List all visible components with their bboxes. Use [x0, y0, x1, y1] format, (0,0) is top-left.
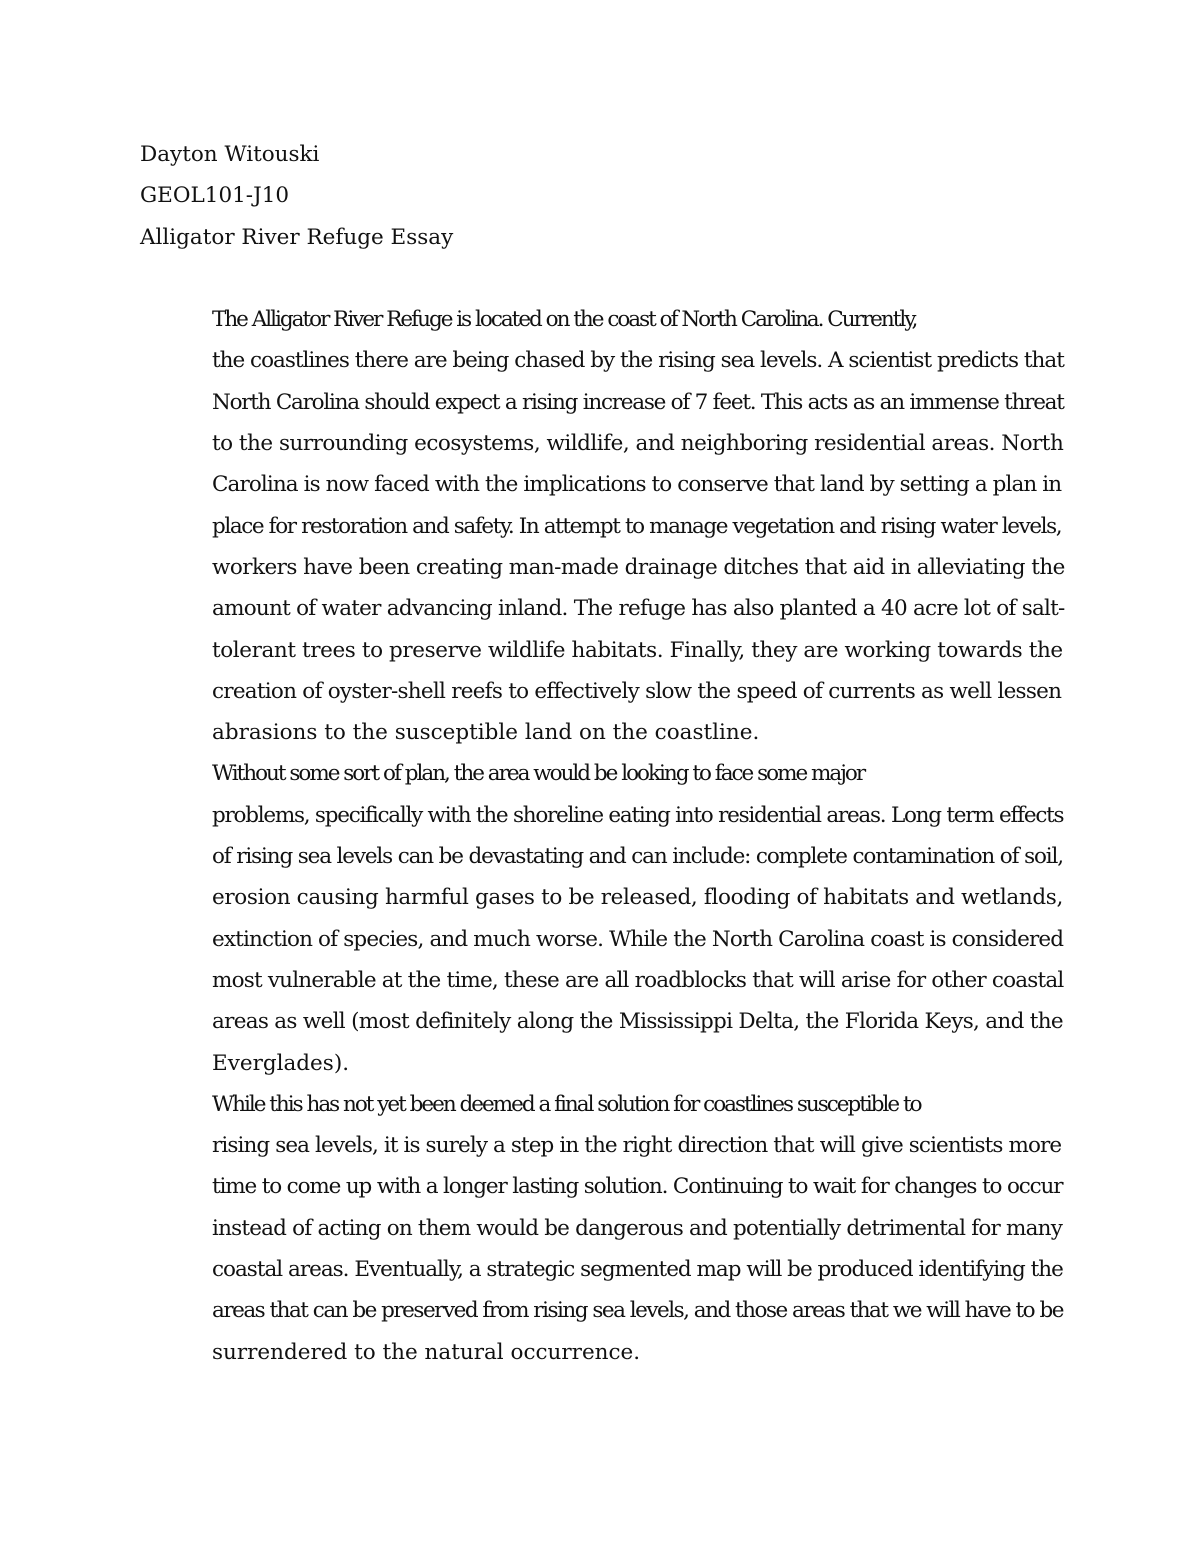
text-line: instead of acting on them would be dangerous and potentially detrimental for many: [212, 1215, 1063, 1241]
text-line: workers have been creating man-made drainage ditches that aid in alleviating the: [212, 554, 1065, 580]
course-code: GEOL101-J10: [140, 183, 290, 209]
text-line: areas that can be preserved from rising sea levels, and those areas that we will have to be: [212, 1298, 1063, 1324]
text-line: time to come up with a longer lasting solution. Continuing to wait for changes to occur: [212, 1174, 1063, 1200]
text-line: of rising sea levels can be devastating and can include: complete contamination of soil,: [212, 844, 1063, 870]
text-line: erosion causing harmful gases to be released, flooding of habitats and wetlands,: [212, 885, 1063, 911]
text-line: Without some sort of plan, the area would be looking to face some major: [212, 761, 865, 787]
text-line: North Carolina should expect a rising increase of 7 feet. This acts as an immense threat: [212, 389, 1064, 415]
paragraph-2: [140, 753, 1065, 1083]
text-line: Everglades).: [212, 1050, 350, 1076]
text-line: tolerant trees to preserve wildlife habitats. Finally, they are working towards the: [212, 637, 1063, 663]
text-line: The Alligator River Refuge is located on the coast of North Carolina. Currently,: [212, 307, 917, 333]
paragraph-3: [140, 1084, 1065, 1373]
text-line: Carolina is now faced with the implications to conserve that land by setting a plan in: [212, 472, 1062, 498]
text-line: creation of oyster-shell reefs to effectively slow the speed of currents as well lessen: [212, 678, 1062, 704]
text-line: abrasions to the susceptible land on the coastline.: [212, 720, 760, 746]
text-line: problems, specifically with the shoreline eating into residential areas. Long term effects: [212, 802, 1064, 828]
text-line: amount of water advancing inland. The refuge has also planted a 40 acre lot of salt-: [212, 596, 1065, 622]
text-line: surrendered to the natural occurrence.: [212, 1339, 641, 1365]
text-line: While this has not yet been deemed a final solution for coastlines susceptible to: [212, 1091, 921, 1117]
text-line: to the surrounding ecosystems, wildlife, and neighboring residential areas. North: [212, 431, 1064, 457]
text-line: extinction of species, and much worse. While the North Carolina coast is considered: [212, 926, 1064, 952]
text-line: the coastlines there are being chased by the rising sea levels. A scientist predicts that: [212, 348, 1064, 374]
text-line: coastal areas. Eventually, a strategic segmented map will be produced identifying the: [212, 1257, 1063, 1283]
paragraph-1: [140, 299, 1065, 753]
text-line: rising sea levels, it is surely a step in the right direction that will give scientists more: [212, 1133, 1062, 1159]
essay-title: Alligator River Refuge Essay: [140, 224, 454, 250]
text-line: most vulnerable at the time, these are all roadblocks that will arise for other coastal: [212, 967, 1064, 993]
text-line: place for restoration and safety. In attempt to manage vegetation and rising water levels,: [212, 513, 1062, 539]
essay-body: [140, 134, 1065, 1373]
text-line: areas as well (most definitely along the Mississippi Delta, the Florida Keys, and the: [212, 1009, 1063, 1035]
blank-line: [140, 258, 1065, 299]
author-name: Dayton Witouski: [140, 142, 320, 167]
